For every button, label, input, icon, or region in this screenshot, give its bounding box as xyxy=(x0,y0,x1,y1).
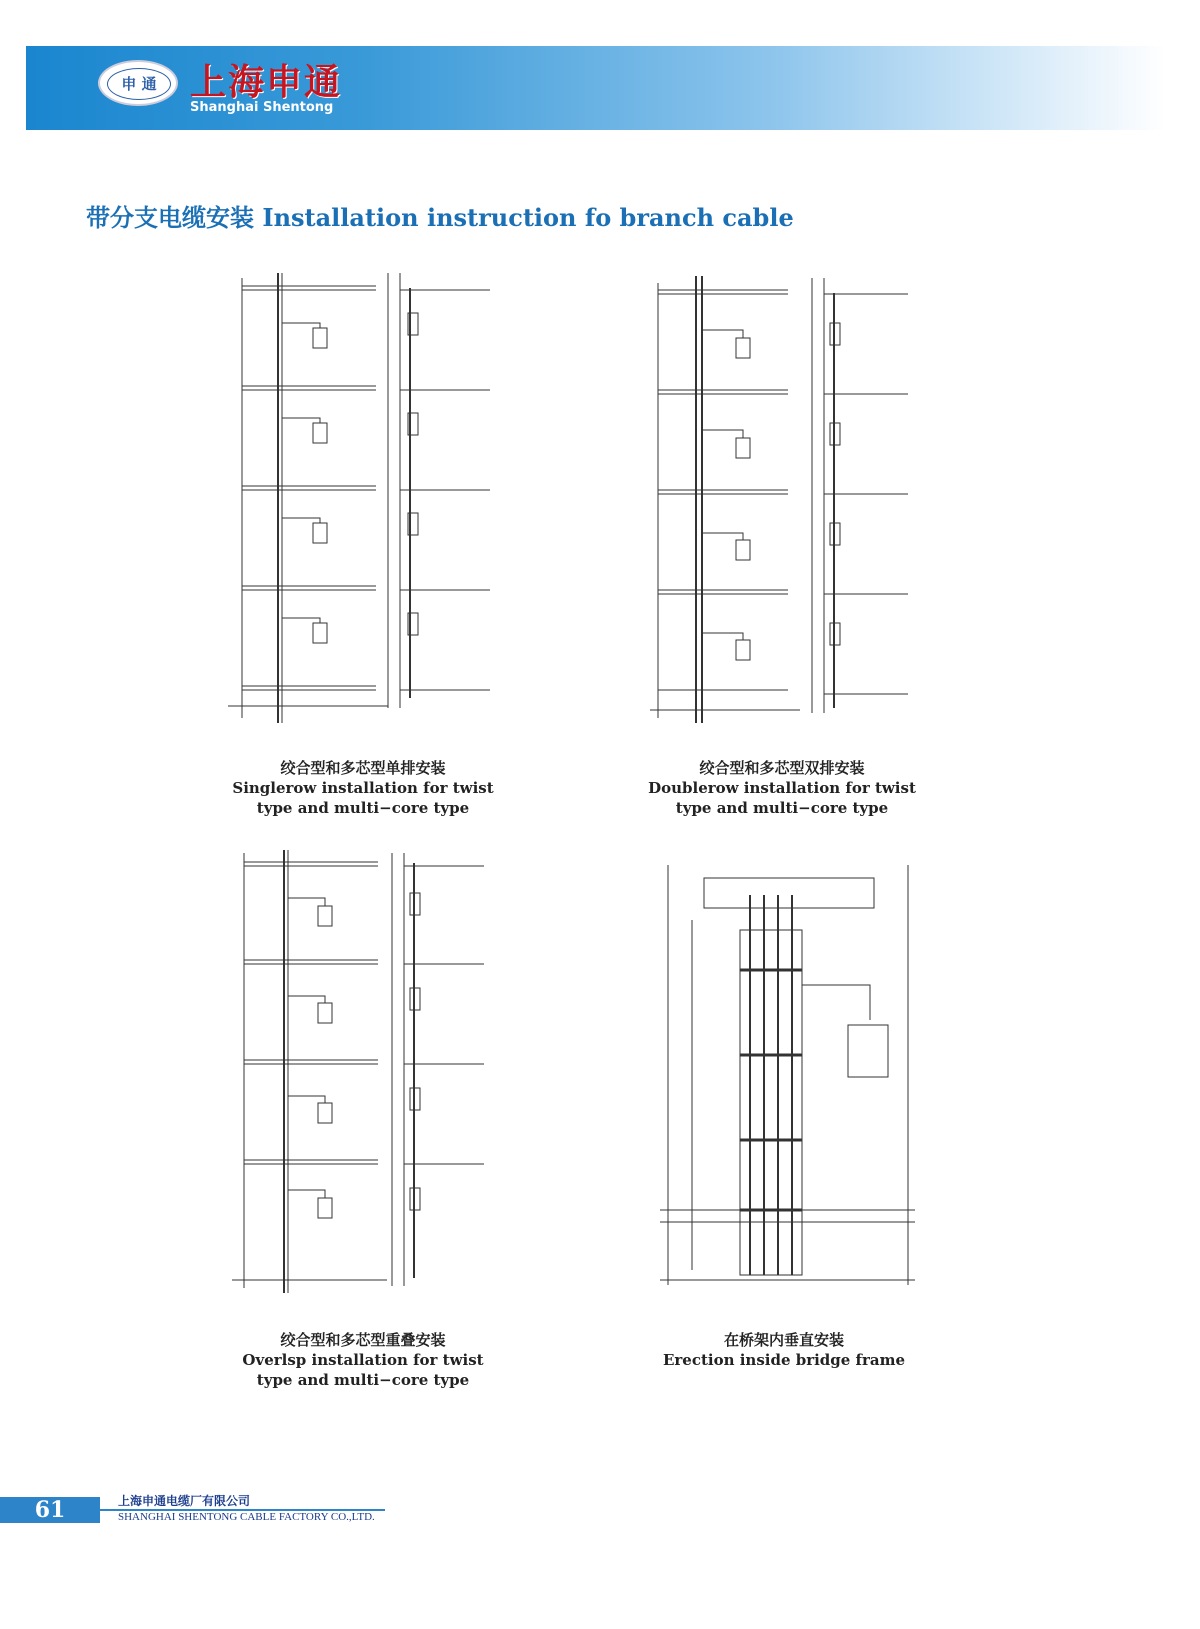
caption-cn: 绞合型和多芯型单排安装 xyxy=(280,759,446,777)
caption-cn: 绞合型和多芯型重叠安装 xyxy=(280,1331,446,1349)
diagram-overlap xyxy=(232,848,502,1303)
footer-company-cn: 上海申通电缆厂有限公司 xyxy=(118,1494,251,1508)
page-title: 带分支电缆安装 Installation instruction fo branch cable xyxy=(86,203,794,232)
diagram-singlerow xyxy=(228,268,498,733)
brand-name-cn: 上海申通 xyxy=(190,61,343,103)
caption-cn: 绞合型和多芯型双排安装 xyxy=(699,759,865,777)
caption-overlap xyxy=(163,1330,563,1390)
caption-en-line1: Overlsp installation for twist xyxy=(242,1351,484,1369)
diagram-bridge-frame xyxy=(660,860,920,1295)
header-banner xyxy=(26,46,1166,130)
caption-bridge-frame xyxy=(584,1330,984,1370)
caption-en-line2: type and multi−core type xyxy=(256,799,470,817)
caption-en-line1: Erection inside bridge frame xyxy=(662,1351,906,1369)
brand-name-en: Shanghai Shentong xyxy=(190,100,334,115)
caption-cn: 在桥架内垂直安装 xyxy=(723,1331,844,1349)
caption-singlerow xyxy=(163,758,563,818)
company-logo-icon xyxy=(98,60,178,106)
caption-en-line2: type and multi−core type xyxy=(675,799,889,817)
caption-doublerow xyxy=(582,758,982,818)
caption-en-line2: type and multi−core type xyxy=(256,1371,470,1389)
caption-en-line1: Doublerow installation for twist xyxy=(648,779,916,797)
page-number: 61 xyxy=(0,1497,100,1523)
footer-company-en: SHANGHAI SHENTONG CABLE FACTORY CO.,LTD. xyxy=(118,1511,375,1523)
caption-en-line1: Singlerow installation for twist xyxy=(232,779,494,797)
diagram-doublerow xyxy=(650,268,920,733)
logo-mark: 申 通 xyxy=(107,68,171,100)
